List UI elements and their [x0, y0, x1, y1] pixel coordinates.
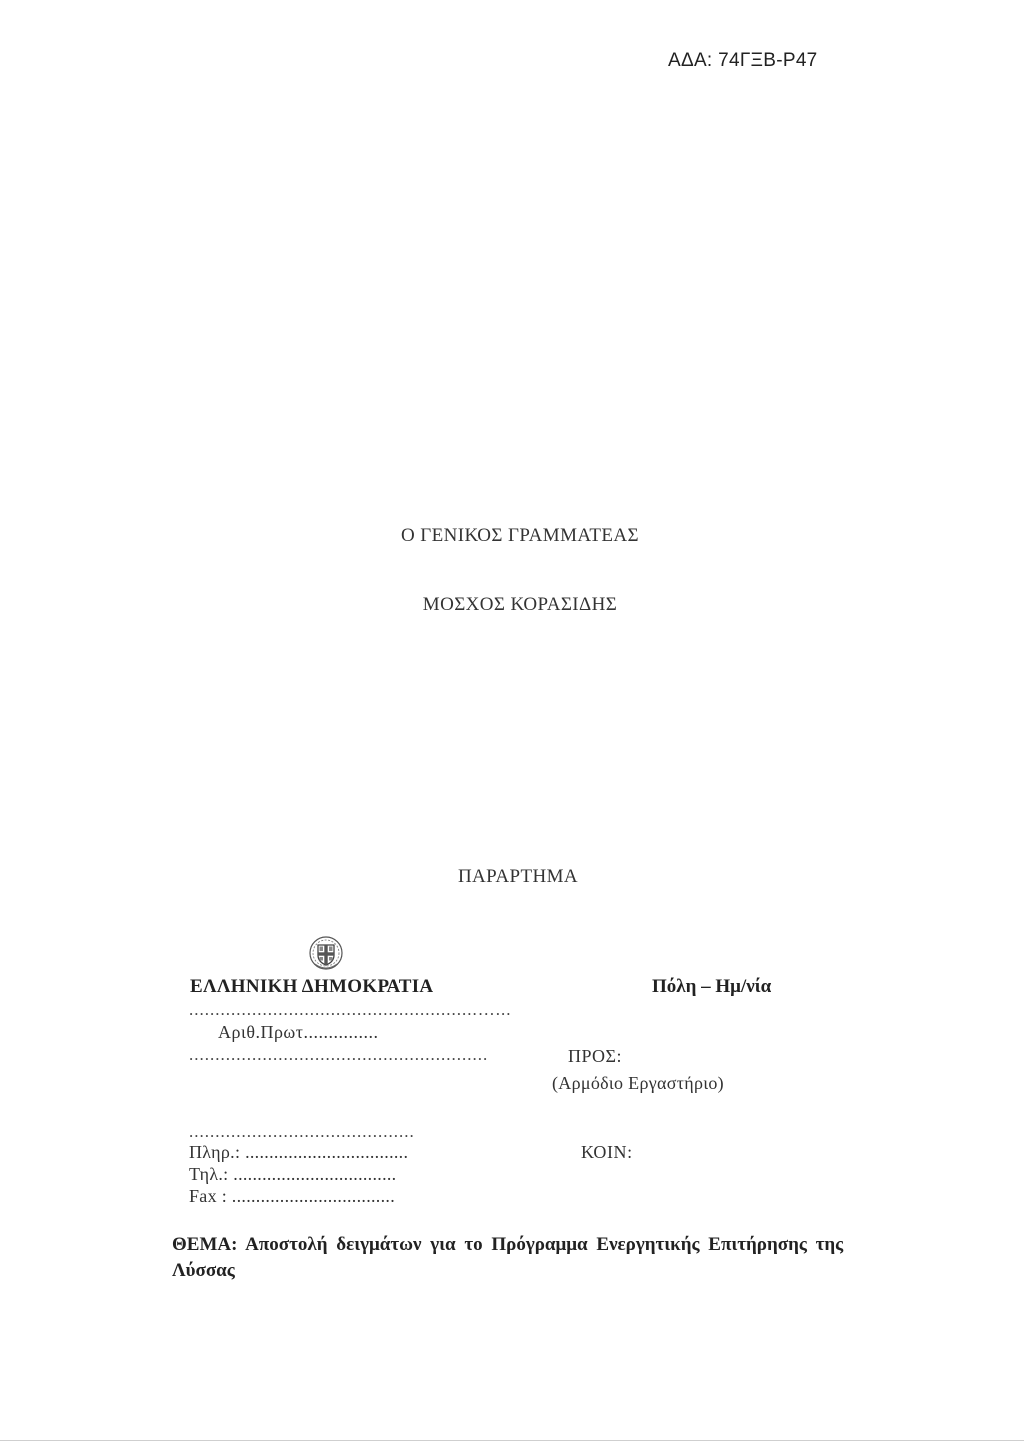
signer-name: ΜΟΣΧΟΣ ΚΟΡΑΣΙΔΗΣ — [422, 594, 618, 615]
republic-heading: ΕΛΛΗΝΙΚΗ ΔΗΜΟΚΡΑΤΙΑ — [190, 976, 434, 997]
annex-heading: ΠΑΡΑΡΤΗΜΑ — [457, 866, 579, 887]
dotted-line: ........................................... — [189, 1122, 415, 1141]
dotted-line: .......................................................…... — [189, 1000, 512, 1019]
protocol-number-field: Αριθ.Πρωτ............... — [218, 1022, 379, 1042]
scan-edge-divider — [0, 1440, 1024, 1441]
to-label: ΠΡΟΣ: — [568, 1046, 622, 1066]
info-contact-field: Πληρ.: .................................. — [189, 1142, 409, 1162]
cc-label: ΚΟΙΝ: — [581, 1142, 633, 1162]
greek-coat-of-arms-icon — [306, 934, 346, 974]
city-date-field: Πόλη – Ημ/νία — [652, 976, 772, 997]
ada-code: ΑΔΑ: 74ΓΞΒ-Ρ47 — [668, 50, 818, 71]
recipient-field: (Αρμόδιο Εργαστήριο) — [552, 1073, 724, 1093]
signer-title: Ο ΓΕΝΙΚΟΣ ΓΡΑΜΜΑΤΕΑΣ — [400, 525, 639, 546]
subject-line: ΘΕΜΑ: Αποστολή δειγμάτων για το Πρόγραμμα Ενεργητικής Επιτήρησης της Λύσσας — [172, 1234, 844, 1281]
phone-field: Τηλ.: .................................. — [189, 1164, 397, 1184]
fax-field: Fax : .................................. — [189, 1186, 396, 1206]
dotted-line: ......................................................... — [189, 1045, 489, 1064]
